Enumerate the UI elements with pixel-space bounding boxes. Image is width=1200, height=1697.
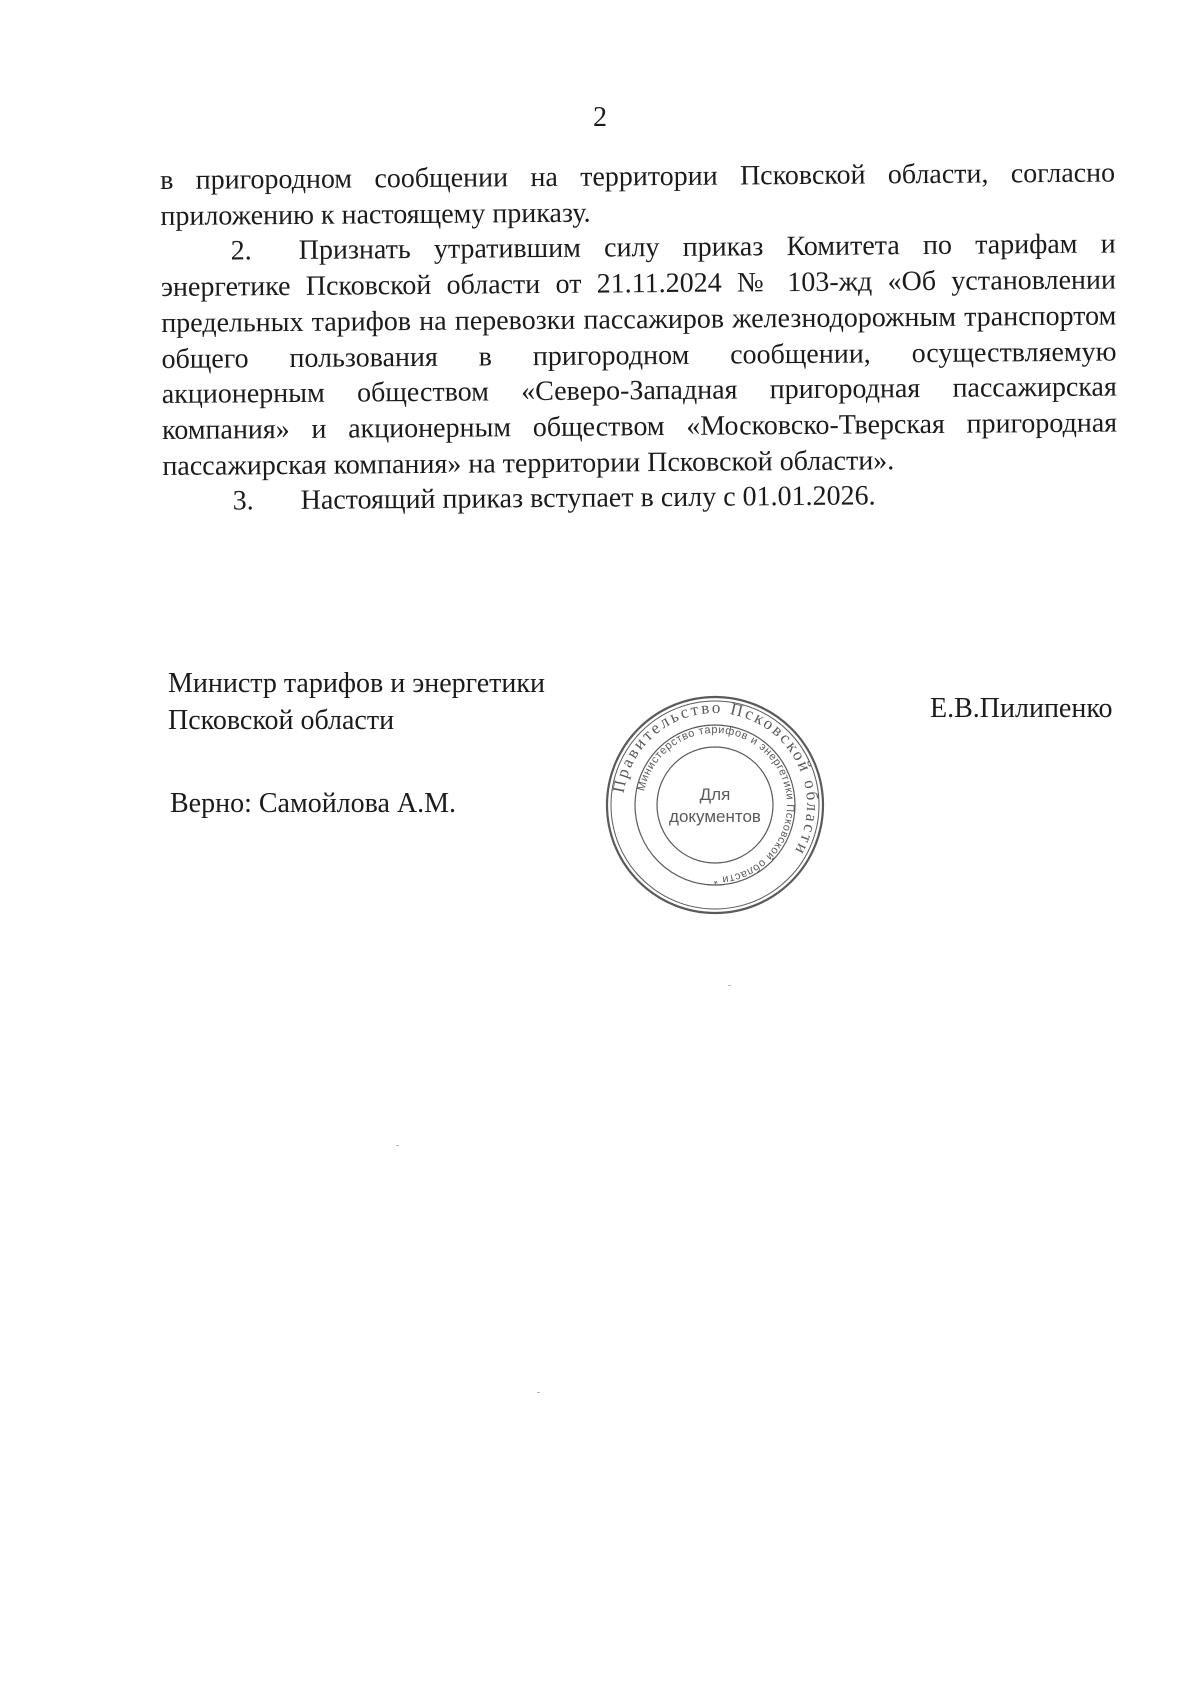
item-text: Настоящий приказ вступает в силу с 01.01.2026. xyxy=(300,480,876,517)
verified-by: Верно: Самойлова А.М. xyxy=(170,788,457,819)
stamp-outer-text: Правительство Псковской области xyxy=(608,697,823,860)
paragraph-continuation: в пригородном сообщении на территории Псковской области, согласно приложению к настоящему приказу. xyxy=(160,157,1116,232)
scan-speck xyxy=(396,1145,399,1146)
paragraph-item-3 xyxy=(163,477,1118,520)
paragraph-item-2 xyxy=(161,227,1118,484)
signatory-position xyxy=(168,665,628,739)
item-number: 2. xyxy=(230,235,252,267)
stamp-center-line-2: документов xyxy=(669,807,761,826)
scan-speck xyxy=(728,985,731,986)
item-text: Признать утратившим силу приказ Комитета по тарифам и энергетике Псковской области от 21.11.2024 № 103-жд «Об установлении предельных тарифов на перевозки пассажиров железнодорожным транспортом общего пользования в пригородном сообщении, осуществляемую акционерным обществом «Северо-Западная пригородная пассажирская компания» и акционерным обществом «Московско-Тверская пригородная пассажирская компания» на территории Псковской области». xyxy=(160,228,1118,482)
scan-speck xyxy=(537,1392,540,1393)
stamp-seal xyxy=(600,690,830,920)
document-body xyxy=(160,155,1118,520)
item-number: 3. xyxy=(232,485,254,517)
stamp-inner-text: Министерство тарифов и энергетики Псковской области * xyxy=(635,723,797,887)
signatory-name: Е.В.Пилипенко xyxy=(930,693,1113,724)
position-line-2: Псковской области xyxy=(168,705,395,736)
position-line-1: Министр тарифов и энергетики xyxy=(168,668,545,699)
page-number: 2 xyxy=(593,102,607,133)
official-stamp xyxy=(600,690,830,920)
stamp-center-line-1: Для xyxy=(699,785,731,804)
